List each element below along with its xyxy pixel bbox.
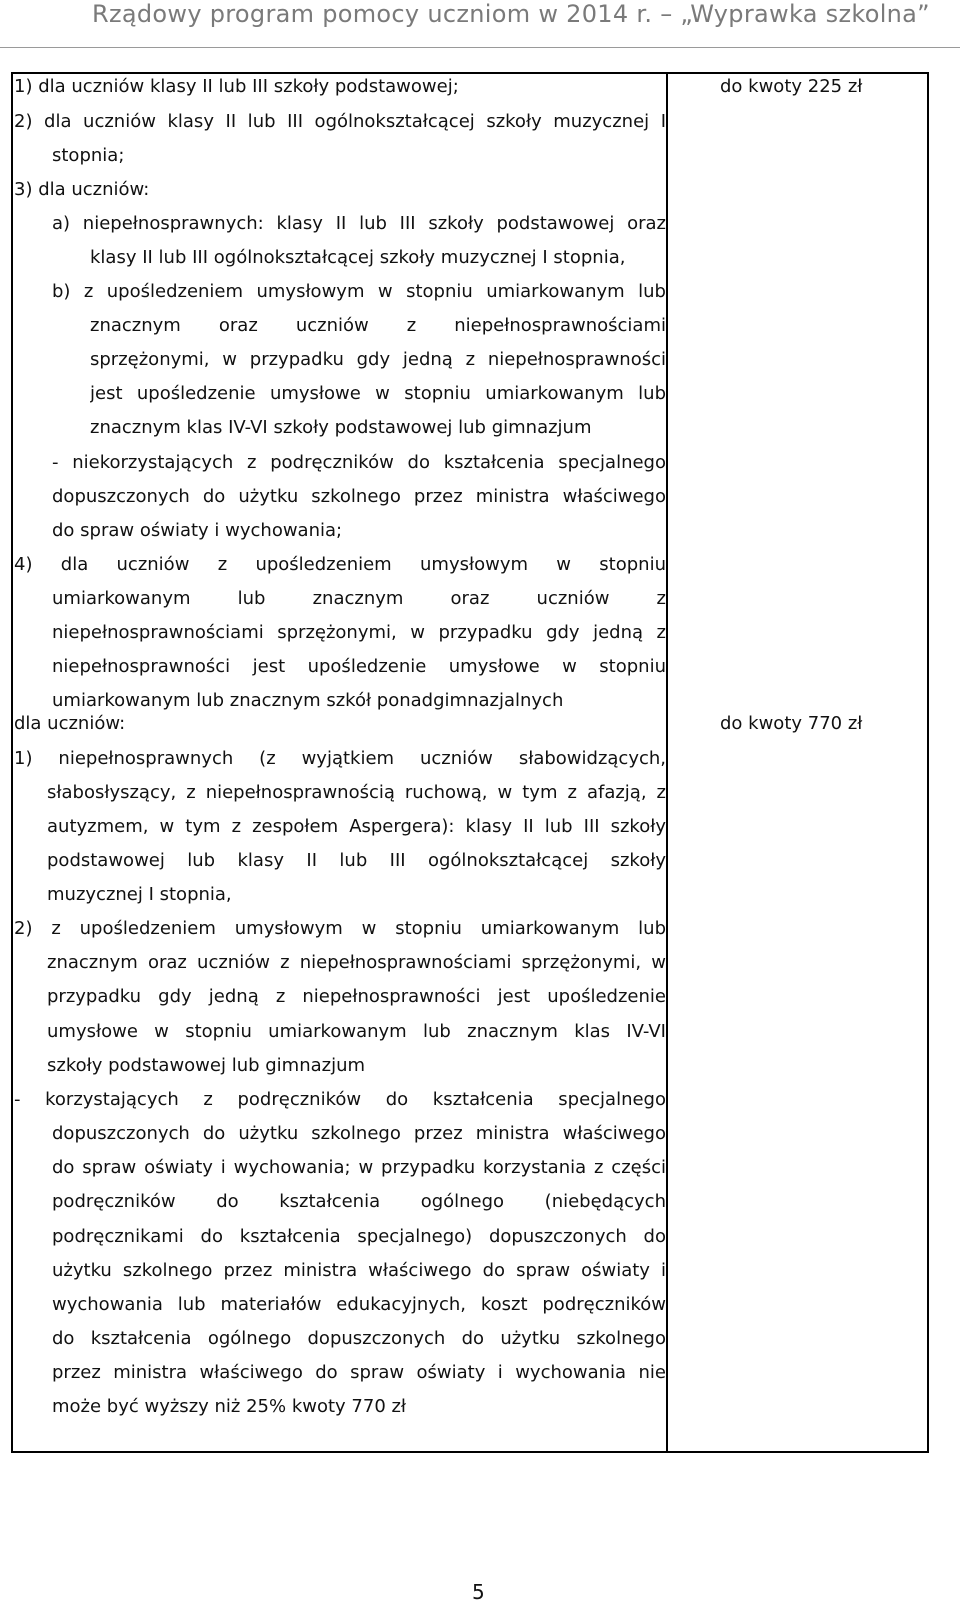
page-number: 5 [472,1580,485,1604]
text-line: do spraw oświaty i wychowania; w przypadku korzystania z części [52,1157,666,1178]
document-header-title: Rządowy program pomocy uczniom w 2014 r. – „Wyprawka szkolna” [92,0,930,28]
text-line: wychowania lub materiałów edukacyjnych, koszt podręczników [52,1294,666,1315]
amount-cell: do kwoty 225 zł [720,76,863,97]
text-line: - niekorzystających z podręczników do kształcenia specjalnego [52,452,666,473]
text-line: podręcznikami do kształcenia specjalnego) dopuszczonych do [52,1226,666,1247]
table-column-divider [666,72,668,1453]
text-line: przypadku gdy jedną z niepełnosprawności jest upośledzenie [47,986,666,1007]
text-line: może być wyższy niż 25% kwoty 770 zł [52,1396,407,1417]
text-line: 3) dla uczniów: [14,179,150,200]
text-line: sprzężonymi, w przypadku gdy jedną z niepełnosprawności [90,349,666,370]
text-line: do spraw oświaty i wychowania; [52,520,343,541]
text-line: niepełnosprawności jest upośledzenie umysłowe w stopniu [52,656,666,677]
text-line: znacznym oraz uczniów z niepełnosprawnościami [90,315,666,336]
text-line: a) niepełnosprawnych: klasy II lub III szkoły podstawowej oraz [52,213,666,234]
text-line: umiarkowanym lub znacznym oraz uczniów z [52,588,666,609]
text-line: 2) z upośledzeniem umysłowym w stopniu umiarkowanym lub [14,918,666,939]
text-line: niepełnosprawnościami sprzężonymi, w przypadku gdy jedną z [52,622,666,643]
text-line: 4) dla uczniów z upośledzeniem umysłowym w stopniu [14,554,666,575]
text-line: podstawowej lub klasy II lub III ogólnokształcącej szkoły [47,850,666,871]
text-line: znacznym oraz uczniów z niepełnosprawnościami sprzężonymi, w [47,952,666,973]
amount-cell: do kwoty 770 zł [720,713,863,734]
text-line: umiarkowanym lub znacznym szkół ponadgimnazjalnych [52,690,564,711]
text-line: szkoły podstawowej lub gimnazjum [47,1055,366,1076]
text-line: dopuszczonych do użytku szkolnego przez ministra właściwego [52,486,666,507]
text-line: użytku szkolnego przez ministra właściwego do spraw oświaty i [52,1260,666,1281]
text-line: znacznym klas IV-VI szkoły podstawowej lub gimnazjum [90,417,592,438]
text-line: przez ministra właściwego do spraw oświaty i wychowania nie [52,1362,666,1383]
text-line: do kształcenia ogólnego dopuszczonych do użytku szkolnego [52,1328,666,1349]
text-line: klasy II lub III ogólnokształcącej szkoły muzycznej I stopnia, [90,247,626,268]
text-line: stopnia; [52,145,125,166]
text-line: podręczników do kształcenia ogólnego (niebędących [52,1191,666,1212]
text-line: jest upośledzenie umysłowe w stopniu umiarkowanym lub [90,383,666,404]
text-line: umysłowe w stopniu umiarkowanym lub znacznym klas IV-VI [47,1021,666,1042]
text-line: dopuszczonych do użytku szkolnego przez ministra właściwego [52,1123,666,1144]
text-line: autyzmem, w tym z zespołem Aspergera): klasy II lub III szkoły [47,816,666,837]
header-rule [0,47,960,48]
text-line: dla uczniów: [14,713,126,734]
text-line: słabosłyszący, z niepełnosprawnością ruchową, w tym z afazją, z [47,782,666,803]
text-line: 1) niepełnosprawnych (z wyjątkiem uczniów słabowidzących, [14,748,666,769]
text-line: muzycznej I stopnia, [47,884,232,905]
text-line: - korzystających z podręczników do kształcenia specjalnego [14,1089,666,1110]
text-line: 2) dla uczniów klasy II lub III ogólnokształcącej szkoły muzycznej I [14,111,666,132]
text-line: 1) dla uczniów klasy II lub III szkoły podstawowej; [14,76,459,97]
text-line: b) z upośledzeniem umysłowym w stopniu umiarkowanym lub [52,281,666,302]
